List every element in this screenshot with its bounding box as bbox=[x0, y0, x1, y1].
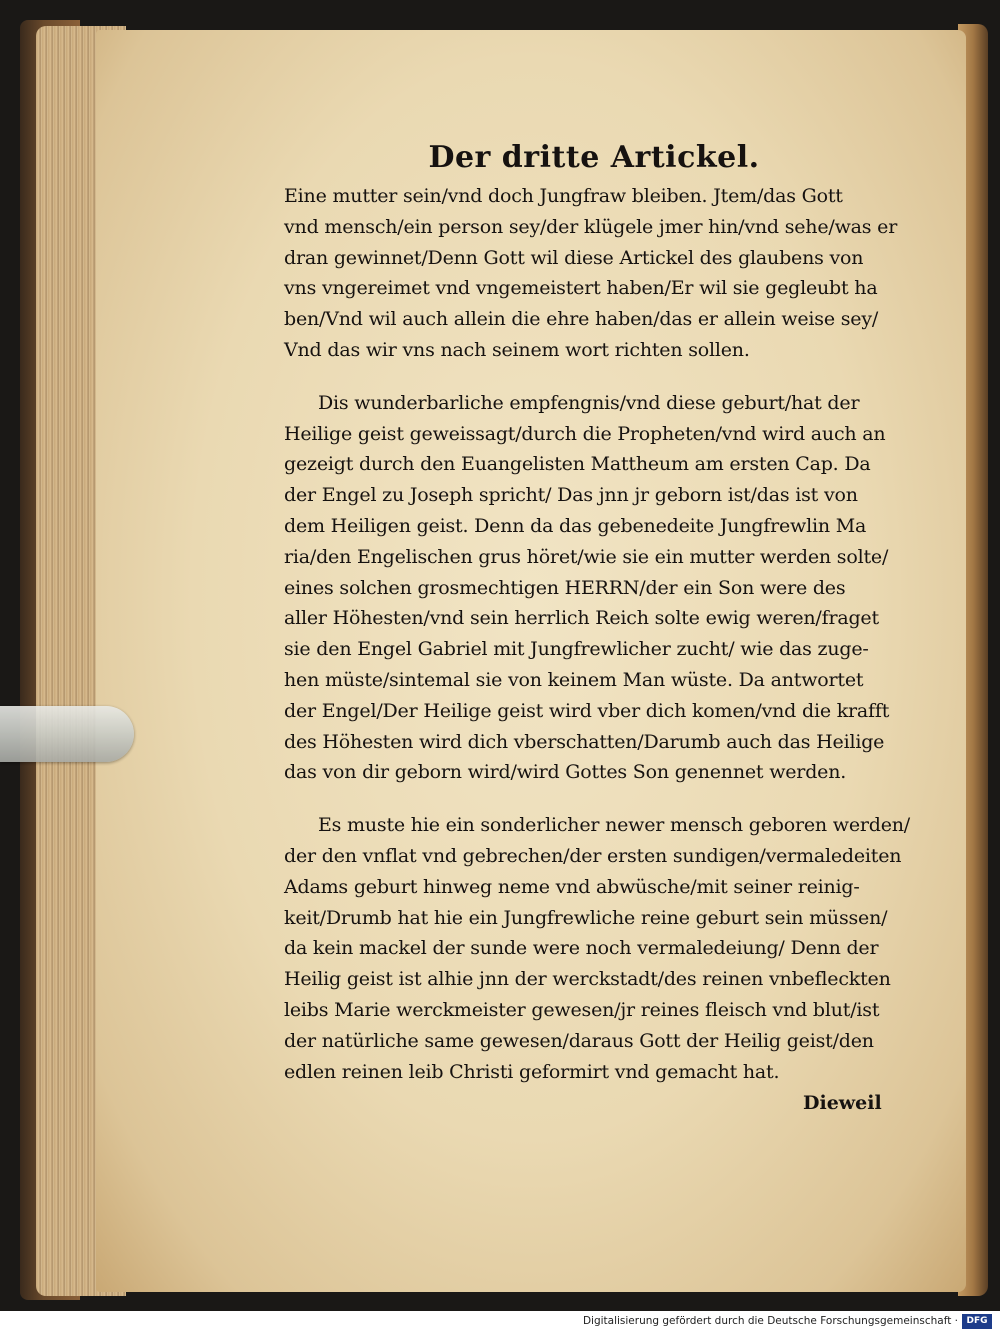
text-line: Dis wunderbarliche empfengnis/vnd diese geburt/hat der bbox=[318, 391, 860, 414]
text-line: das von dir geborn wird/wird Gottes Son genennet werden. bbox=[284, 761, 847, 784]
text-line: der den vnflat vnd gebrechen/der ersten sundigen/vermaledeiten bbox=[284, 844, 902, 867]
paragraph-gap bbox=[284, 788, 904, 810]
footer-credit: Digitalisierung gefördert durch die Deutsche Forschungsgemeinschaft · bbox=[582, 1315, 958, 1327]
page-holder-clip bbox=[0, 706, 134, 762]
text-line: vns vngereimet vnd vngemeistert haben/Er wil sie gegleubt ha bbox=[284, 277, 878, 300]
paragraph-2 bbox=[284, 388, 904, 788]
text-line: edlen reinen leib Christi geformirt vnd gemacht hat. bbox=[284, 1060, 780, 1083]
paragraph-1 bbox=[284, 181, 904, 366]
text-line: Heilige geist geweissagt/durch die Propheten/vnd wird auch an bbox=[284, 422, 886, 445]
text-line: Eine mutter sein/vnd doch Jungfraw bleiben. Jtem/das Gott bbox=[284, 185, 843, 207]
text-line: hen müste/sintemal sie von keinem Man wüste. Da antwortet bbox=[284, 668, 864, 691]
page-text bbox=[284, 140, 911, 1087]
text-line: aller Höhesten/vnd sein herrlich Reich solte ewig weren/fraget bbox=[284, 607, 879, 630]
text-line: keit/Drumb hat hie ein Jungfrewliche reine geburt sein müssen/ bbox=[284, 906, 888, 929]
text-line: leibs Marie werckmeister gewesen/jr reines fleisch vnd blut/ist bbox=[284, 998, 880, 1021]
text-line: der Engel zu Joseph spricht/ Das jnn jr geborn ist/das ist von bbox=[284, 484, 858, 507]
catchword: Dieweil bbox=[803, 1092, 882, 1114]
text-line: des Höhesten wird dich vberschatten/Darumb auch das Heilige bbox=[284, 730, 885, 753]
page-heading: Der dritte Artickel. bbox=[428, 140, 760, 175]
footer-bar bbox=[0, 1311, 1000, 1333]
text-line: sie den Engel Gabriel mit Jungfrewlicher zucht/ wie das zuge- bbox=[284, 638, 869, 661]
dfg-logo: DFG bbox=[962, 1314, 992, 1329]
paragraph-gap bbox=[284, 366, 904, 388]
text-line: ria/den Engelischen grus höret/wie sie ein mutter werden solte/ bbox=[284, 545, 889, 568]
text-line: da kein mackel der sunde were noch vermaledeiung/ Denn der bbox=[284, 937, 879, 960]
text-line: dem Heiligen geist. Denn da das gebenedeite Jungfrewlin Ma bbox=[284, 514, 867, 537]
text-line: Es muste hie ein sonderlicher newer mensch geboren werden/ bbox=[318, 814, 911, 837]
text-line: vnd mensch/ein person sey/der klügele jmer hin/vnd sehe/was er bbox=[284, 215, 898, 238]
text-line: ben/Vnd wil auch allein die ehre haben/das er allein weise sey/ bbox=[284, 308, 879, 331]
text-line: der natürliche same gewesen/daraus Gott der Heilig geist/den bbox=[284, 1029, 874, 1052]
text-line: der Engel/Der Heilige geist wird vber dich komen/vnd die krafft bbox=[284, 699, 890, 722]
text-line: Heilig geist ist alhie jnn der werckstadt/des reinen vnbefleckten bbox=[284, 968, 891, 991]
text-line: Vnd das wir vns nach seinem wort richten sollen. bbox=[284, 338, 750, 361]
paragraph-3 bbox=[284, 810, 911, 1087]
text-line: Adams geburt hinweg neme vnd abwüsche/mit seiner reinig- bbox=[284, 875, 860, 898]
text-line: eines solchen grosmechtigen HERRN/der ein Son were des bbox=[284, 576, 846, 599]
text-line: gezeigt durch den Euangelisten Mattheum am ersten Cap. Da bbox=[284, 453, 871, 476]
text-line: dran gewinnet/Denn Gott wil diese Artickel des glaubens von bbox=[284, 246, 864, 269]
